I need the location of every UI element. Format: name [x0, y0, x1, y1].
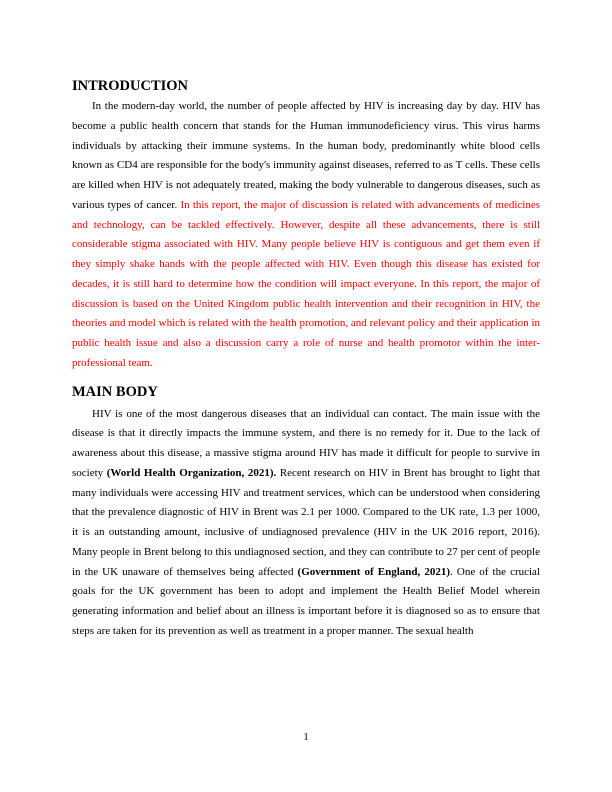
introduction-highlighted-text: . In this report, the major of discussion is related with advancements of medicines and technology, can be tackled effectively. However, despite all these advancements, there is still considerable stigma associated with HIV. Many people believe HIV is contiguous and get them even if they simply shake hands with the people affected with HIV. Even though this disease has existed for decades, it is still hard to determine how the condition will impact everyone. In this report, the major of discussion is based on the United Kingdom public health intervention and their recognition in HIV, the theories and model which is related with the health promotion, and relevant policy and their application in public health issue and also a discussion carry a role of nurse and health promotor within the inter-professional team. [72, 198, 540, 369]
introduction-text: In the modern-day world, the number of people affected by HIV is increasing day by day. HIV has become a public health concern that stands for the Human immunodeficiency virus. This virus harms individuals by attacking their immune systems. In the human body, predominantly white blood cells known as CD4 are responsible for the body's immunity against diseases, referred to as T cells. These cells are killed when HIV is not adequately treated, making the body vulnerable to dangerous diseases, such as various types of cancer [72, 100, 540, 211]
citation-who: (World Health Organization, 2021). [106, 466, 277, 479]
page-content [72, 77, 540, 642]
main-body-heading: MAIN BODY [72, 383, 158, 400]
page-number: 1 [303, 731, 309, 743]
citation-government: (Government of England, 2021) [297, 565, 451, 578]
main-body-text-1: HIV is one of the most dangerous diseases that an individual can contact. The main issue with the disease is that it directly impacts the immune system, and there is no remedy for it. Due to the lack of awareness about this disease, a massive stigma around HIV has made it difficult for people to survive in society [72, 407, 540, 479]
main-body-text-2: Recent research on HIV in Brent has brought to light that many individuals were accessing HIV and treatment services, which can be understood when considering that the prevalence diagnostic of HIV in Brent was 2.1 per 1000. Compared to the UK rate, 1.3 per 1000, it is an outstanding amount, inclusive of undiagnosed prevalence (HIV in the UK 2016 report, 2016). Many people in Brent belong to this undiagnosed section, and they can contribute to 27 per cent of people in the UK unaware of themselves being affected [72, 466, 540, 578]
introduction-heading: INTRODUCTION [72, 78, 189, 94]
main-body-paragraph [72, 405, 540, 642]
introduction-paragraph [72, 97, 540, 374]
main-body-text-3: . One of the crucial goals for the UK government has been to adopt and implement the Health Belief Model wherein generating information and belief about an illness is important before it is diagnosed so as to ensure that steps are taken for its prevention as well as treatment in a proper manner. The sexual health [72, 565, 540, 637]
